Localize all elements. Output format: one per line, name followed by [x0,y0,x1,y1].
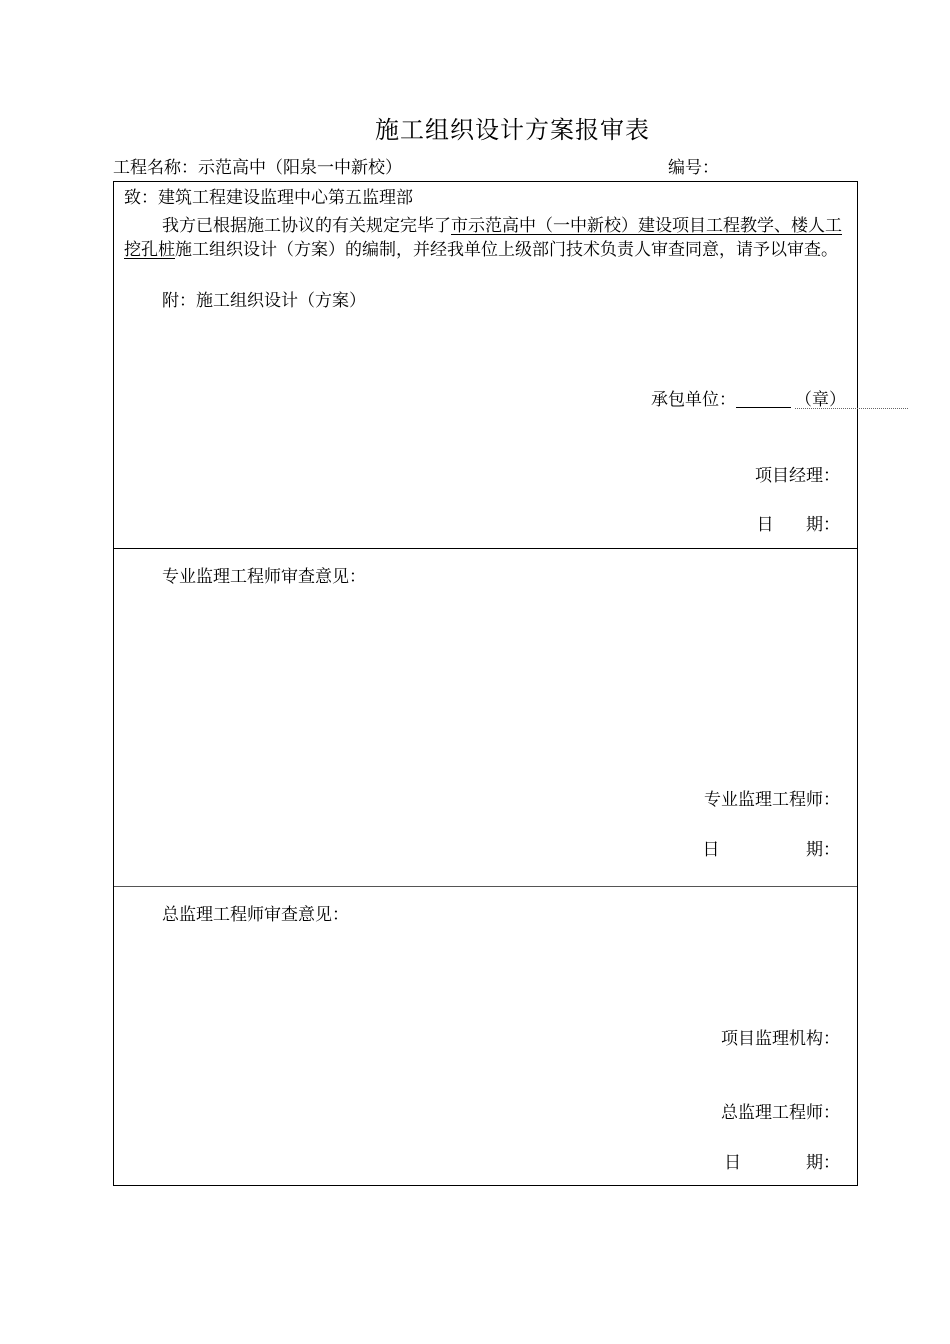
paragraph-work-item: 教学、楼人工挖孔桩 [124,216,842,260]
revision-mark-line [795,408,908,409]
contractor-date-label: 日 期： [756,515,840,535]
review-form [113,181,858,1186]
section-divider [114,886,857,887]
project-name-value: 示范高中（阳泉一中新校） [198,158,402,178]
addressee-org: 建筑工程建设监理中心第五监理部 [158,188,413,208]
chief-date-label: 日 期： [724,1153,840,1173]
project-name-row [113,153,402,178]
page-title: 施工组织设计方案报审表 [375,116,650,144]
paragraph-project-name: 市示范高中（一中新校） [451,216,638,236]
specialist-opinion-label: 专业监理工程师审查意见： [162,567,366,587]
contractor-label: 承包单位： [651,390,736,410]
paragraph-body: 施工组织设计（方案）的编制，并经我单位上级部门技术负责人审查同意，请予以审查。 [175,240,838,260]
seal-mark: （章） [795,390,846,410]
section-divider [114,548,857,549]
paragraph-intro: 我方已根据施工协议的有关规定完毕了 [162,216,451,236]
contractor-signature-line[interactable] [736,407,791,408]
submission-paragraph [124,214,852,262]
addressee-label: 致： [124,188,158,208]
attachment-note: 附：施工组织设计（方案） [162,291,366,311]
addressee-row [124,186,413,210]
chief-engineer-label: 总监理工程师： [721,1103,840,1123]
supervision-org-label: 项目监理机构： [721,1029,840,1049]
specialist-date-label: 日 期： [702,840,840,860]
specialist-engineer-label: 专业监理工程师： [704,790,840,810]
form-number-label: 编号： [668,158,719,178]
project-name-label: 工程名称： [113,158,198,178]
chief-opinion-label: 总监理工程师审查意见： [162,905,349,925]
paragraph-project-scope: 建设项目工程 [638,216,740,236]
project-manager-label: 项目经理： [755,466,840,486]
